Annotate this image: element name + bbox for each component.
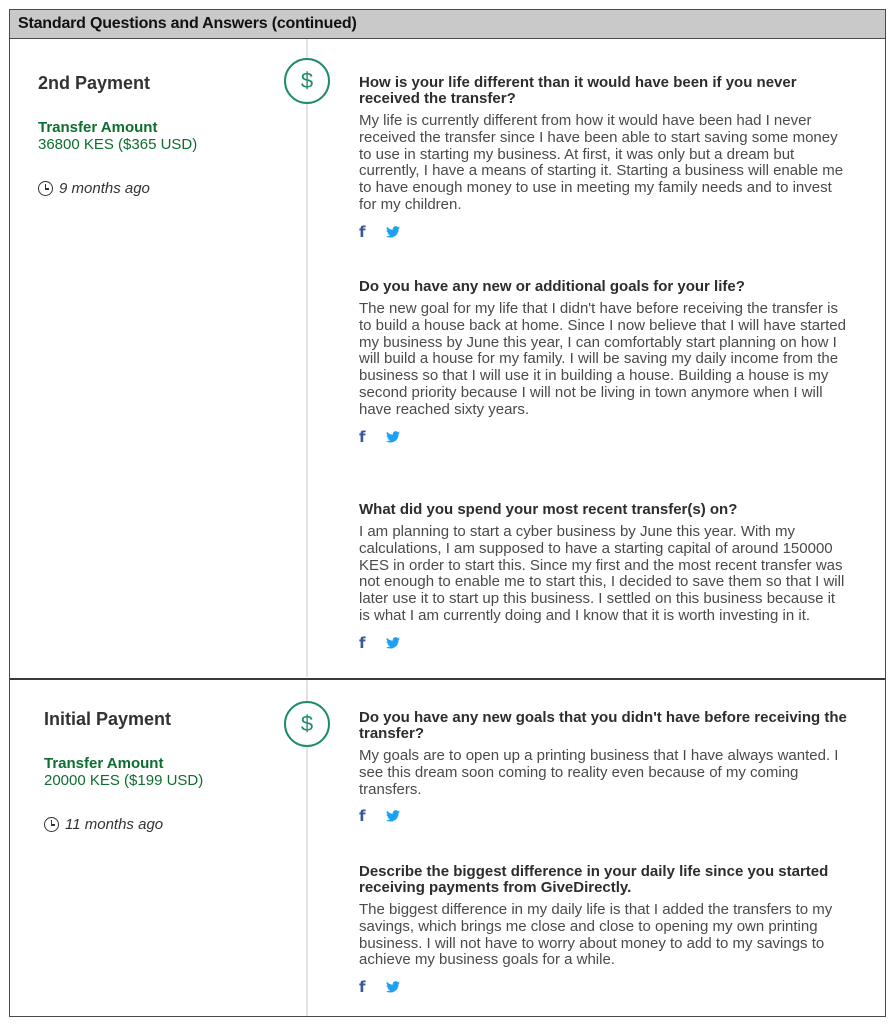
share-links [359, 428, 849, 446]
panel-header: Standard Questions and Answers (continued) [10, 10, 885, 39]
payment-section-initial [10, 678, 885, 1017]
payment-title: 2nd Payment [38, 73, 151, 93]
question: Do you have any new or additional goals for your life? [359, 278, 745, 295]
transfer-amount-value: 20000 KES ($199 USD) [44, 772, 204, 789]
qa-item [359, 502, 849, 652]
twitter-icon[interactable] [386, 431, 400, 443]
qa-item [359, 75, 849, 241]
time-ago-text: 11 months ago [65, 816, 164, 833]
share-links [359, 223, 849, 241]
qa-item [359, 710, 849, 825]
payment-section-2nd [10, 39, 885, 677]
time-ago [44, 816, 203, 833]
answer: I am planning to start a cyber business by June this year. With my calculations, I am supposed to have a starting capital of around 150000 KES in order to start this. Since my first and the most recent transfer was not enough to enable me to start this, I decided to save them so that I will later use it to start up this business. I settled on this business because it is what I am currently doing and I know that it is worth investing in it. [359, 523, 845, 624]
question: Do you have any new goals that you didn't have before receiving the transfer? [359, 709, 847, 742]
share-links [359, 634, 849, 652]
twitter-icon[interactable] [386, 810, 400, 822]
qa-panel [9, 9, 886, 1017]
payment-title: Initial Payment [44, 709, 172, 729]
facebook-icon[interactable]: f [359, 807, 366, 826]
clock-icon [38, 181, 53, 196]
twitter-icon[interactable] [386, 981, 400, 993]
twitter-icon[interactable] [386, 226, 400, 238]
share-links [359, 978, 849, 996]
timeline-line [306, 39, 308, 677]
facebook-icon[interactable]: f [359, 633, 366, 652]
answer: The new goal for my life that I didn't have before receiving the transfer is to build a house back at home. Since I now believe that I will have started my business by June this year, I can comfortably start planning on how I will build a house for my family. I will be saving my daily income from the business so that I will use it in building a house. Building a house is my second priority because I will not be living in town anymore when I will have reached sixty years. [359, 300, 846, 418]
question: Describe the biggest difference in your daily life since you started receiving payments from GiveDirectly. [359, 863, 829, 896]
answer: My goals are to open up a printing business that I have always wanted. I see this dream soon coming to reality even because of my coming transfers. [359, 747, 839, 798]
qa-item [359, 864, 849, 996]
time-ago-text: 9 months ago [59, 180, 150, 197]
dollar-circle-icon: $ [284, 58, 330, 104]
payment-summary [44, 709, 203, 833]
qa-item [359, 279, 849, 446]
facebook-icon[interactable]: f [359, 222, 366, 241]
dollar-circle-icon: $ [284, 701, 330, 747]
share-links [359, 807, 849, 825]
transfer-amount-label: Transfer Amount [44, 755, 164, 772]
facebook-icon[interactable]: f [359, 427, 366, 446]
question: What did you spend your most recent transfer(s) on? [359, 501, 738, 518]
answer: My life is currently different from how it would have been had I never received the transfer since I have been able to start saving some money to use in starting my business. At first, it was only but a dream but currently, I have a means of starting it. Starting a business will enable me to have enough money to use in meeting my family needs and to invest for my children. [359, 112, 844, 213]
twitter-icon[interactable] [386, 637, 400, 649]
facebook-icon[interactable]: f [359, 978, 366, 997]
transfer-amount-value: 36800 KES ($365 USD) [38, 136, 198, 153]
answer: The biggest difference in my daily life is that I added the transfers to my savings, which brings me close and close to opening my own printing business. I will not have to worry about money to add to my savings to achieve my business goals for a while. [359, 901, 833, 969]
transfer-amount-label: Transfer Amount [38, 119, 158, 136]
time-ago [38, 180, 197, 197]
payment-summary [38, 73, 197, 197]
question: How is your life different than it would have been if you never received the transfer? [359, 74, 797, 107]
clock-icon [44, 817, 59, 832]
